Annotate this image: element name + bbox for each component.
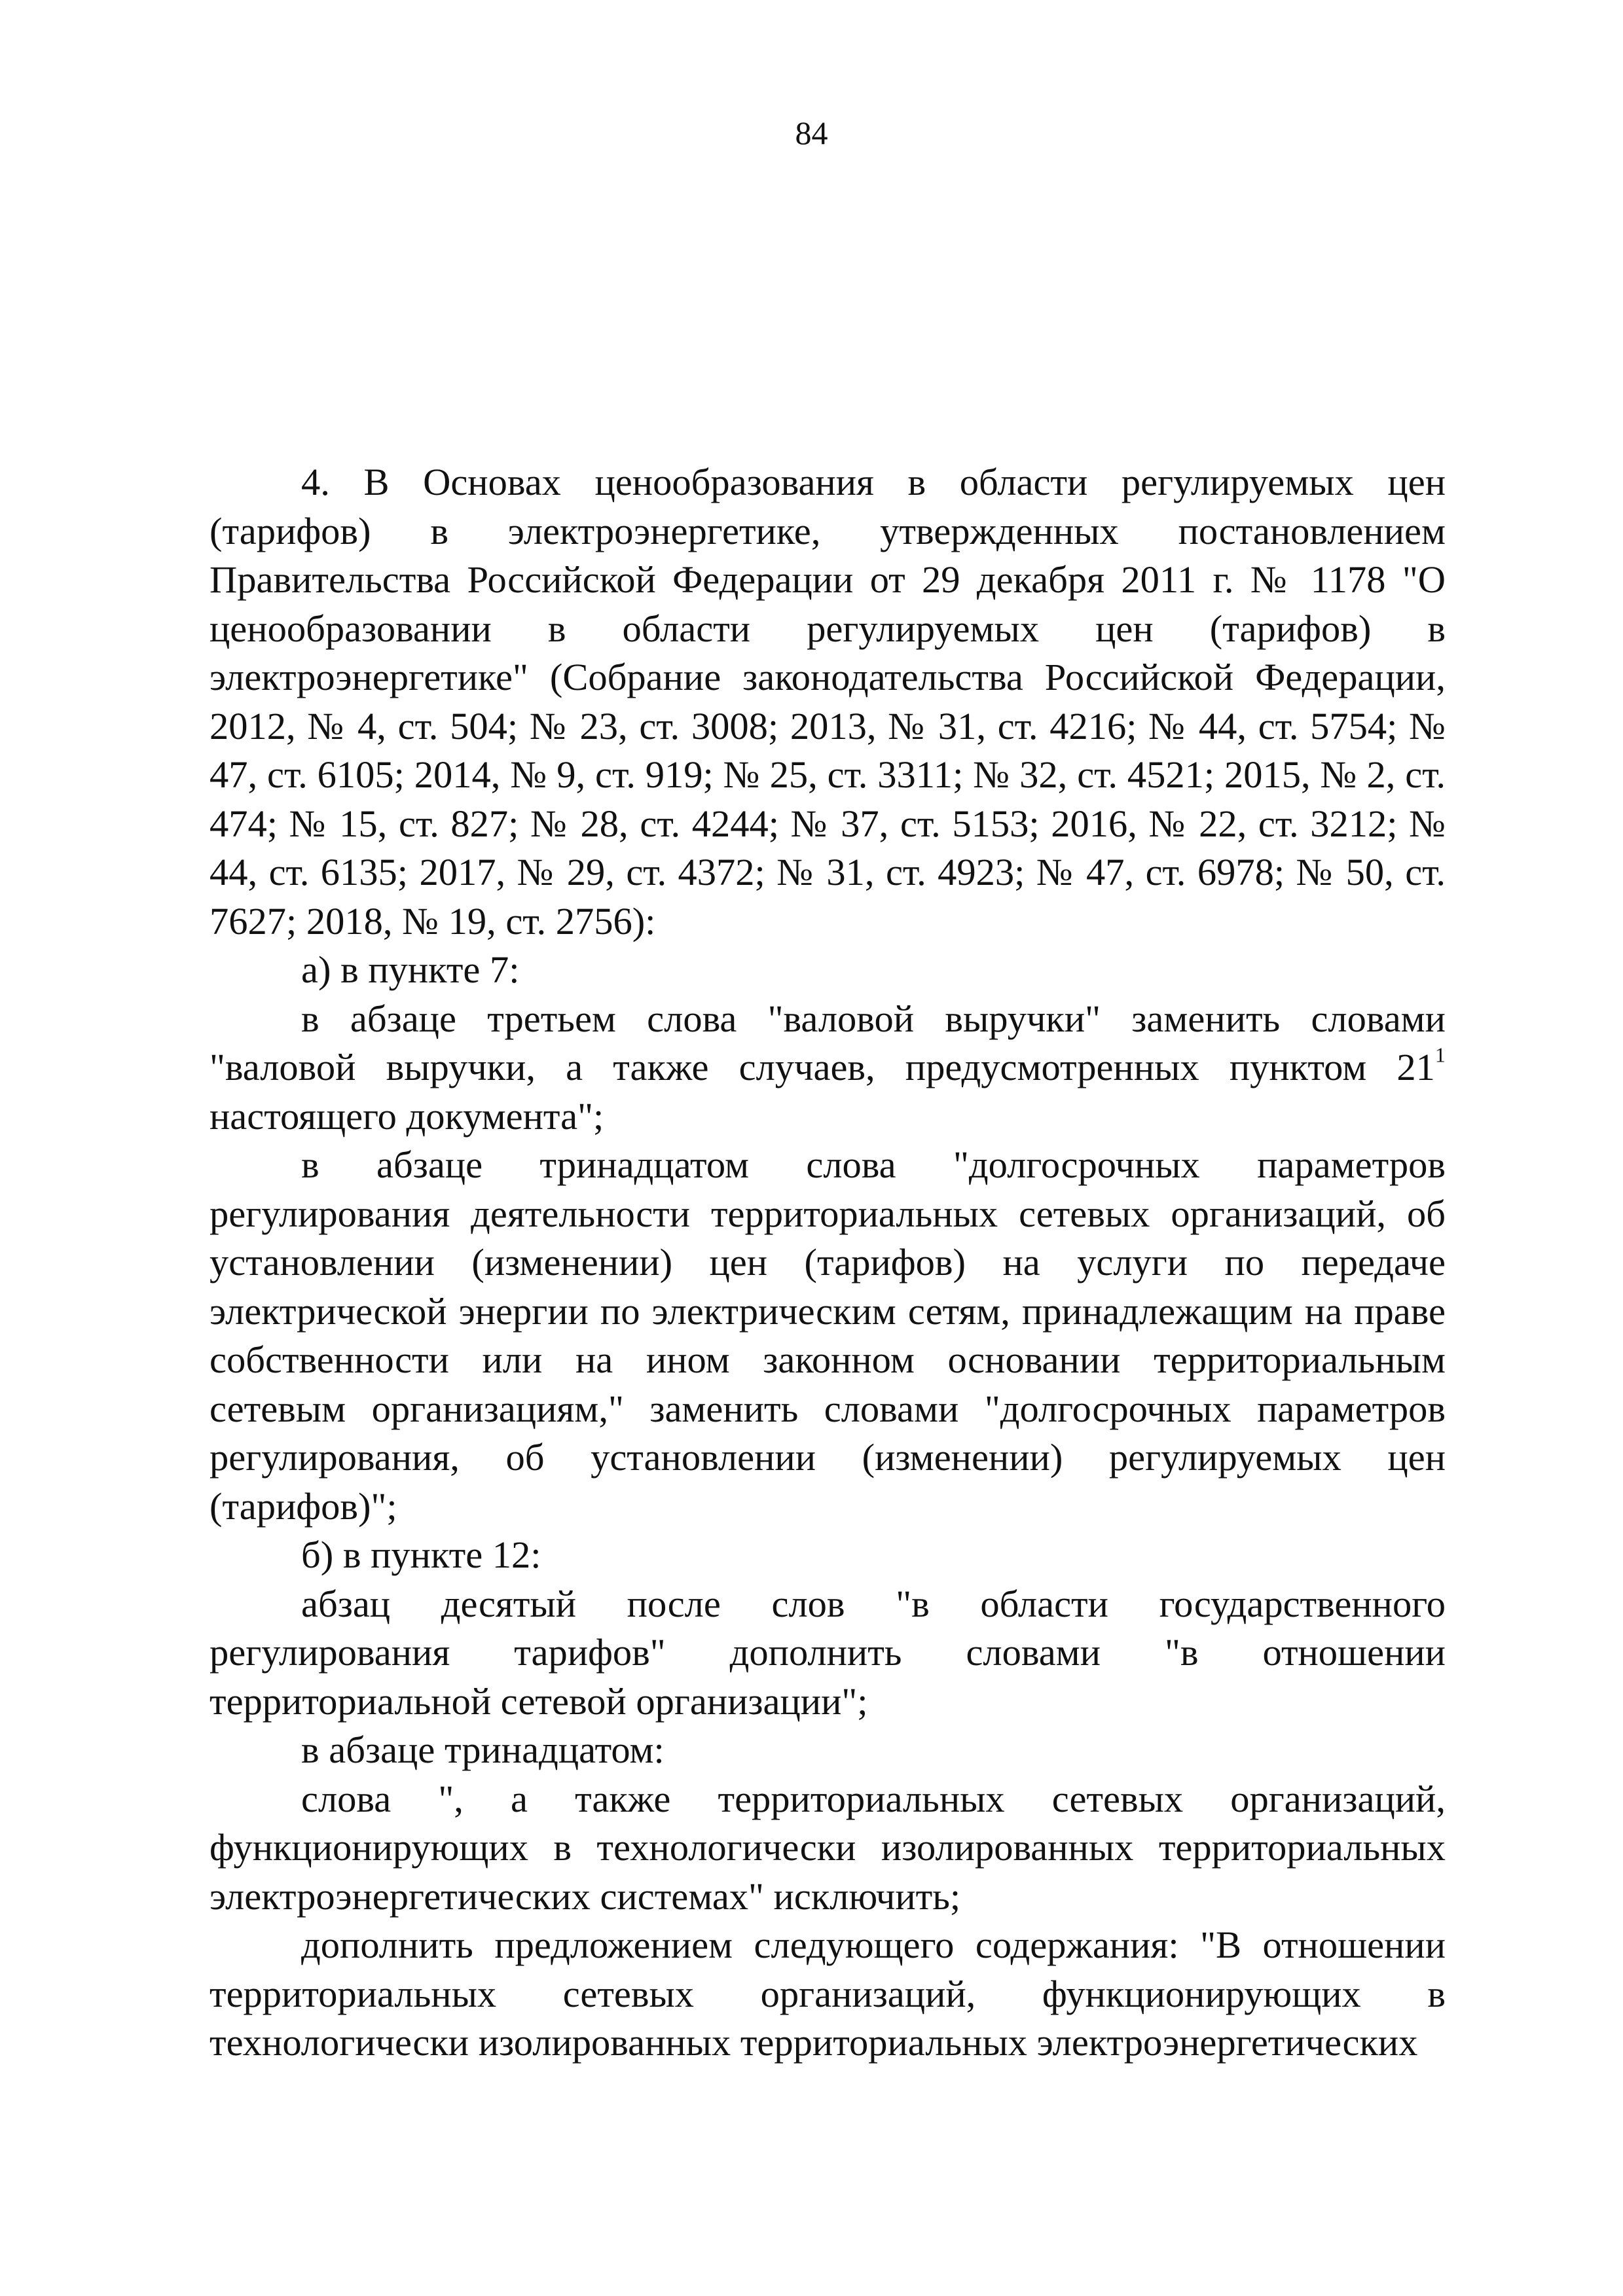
- superscript-index: 1: [1434, 1043, 1446, 1067]
- paragraph-text: настоящего документа";: [210, 1094, 604, 1138]
- paragraph-item-b: б) в пункте 12:: [301, 1534, 541, 1576]
- paragraph-item-a: а) в пункте 7:: [301, 948, 520, 991]
- paragraph-item-b-abzac-13-heading: в абзаце тринадцатом:: [301, 1729, 665, 1771]
- paragraph-item-b-abzac-10: абзац десятый после слов "в области государственного регулирования тарифов" дополнить словами "в отношении территориальной сетевой организации";: [210, 1582, 1446, 1723]
- paragraph-item-b-add-sentence: дополнить предложением следующего содержания: "В отношении территориальных сетевых организаций, функционирующих в технологически изолированных территориальных электроэнергетических: [210, 1924, 1446, 2064]
- page-number: 84: [795, 115, 828, 151]
- paragraph-item-a-abzac-3: [210, 995, 1446, 1141]
- paragraph-section-4: 4. В Основах ценообразования в области регулируемых цен (тарифов) в электроэнергетике, утвержденных постановлением Правительства Российской Федерации от 29 декабря 2011 г. № 1178 "О ценообразовании в области регулируемых цен (тарифов) в электроэнергетике" (Собрание законодательства Российской Федерации, 2012, № 4, ст. 504; № 23, ст. 3008; 2013, № 31, ст. 4216; № 44, ст. 5754; № 47, ст. 6105; 2014, № 9, ст. 919; № 25, ст. 3311; № 32, ст. 4521; 2015, № 2, ст. 474; № 15, ст. 827; № 28, ст. 4244; № 37, ст. 5153; 2016, № 22, ст. 3212; № 44, ст. 6135; 2017, № 29, ст. 4372; № 31, ст. 4923; № 47, ст. 6978; № 50, ст. 7627; 2018, № 19, ст. 2756):: [210, 461, 1446, 942]
- paragraph-item-b-exclude: слова ", а также территориальных сетевых организаций, функционирующих в технологически изолированных территориальных электроэнергетических системах" исключить;: [210, 1777, 1446, 1918]
- paragraph-item-a-abzac-13: в абзаце тринадцатом слова "долгосрочных параметров регулирования деятельности территориальных сетевых организаций, об установлении (изменении) цен (тарифов) на услуги по передаче электрической энергии по электрическим сетям, принадлежащим на праве собственности или на ином законном основании территориальным сетевым организациям," заменить словами "долгосрочных параметров регулирования, об установлении (изменении) регулируемых цен (тарифов)";: [210, 1143, 1446, 1528]
- document-body: [210, 458, 1446, 2068]
- paragraph-text: в абзаце третьем слова "валовой выручки" заменить словами "валовой выручки, а также случаев, предусмотренных пунктом 21: [210, 997, 1446, 1088]
